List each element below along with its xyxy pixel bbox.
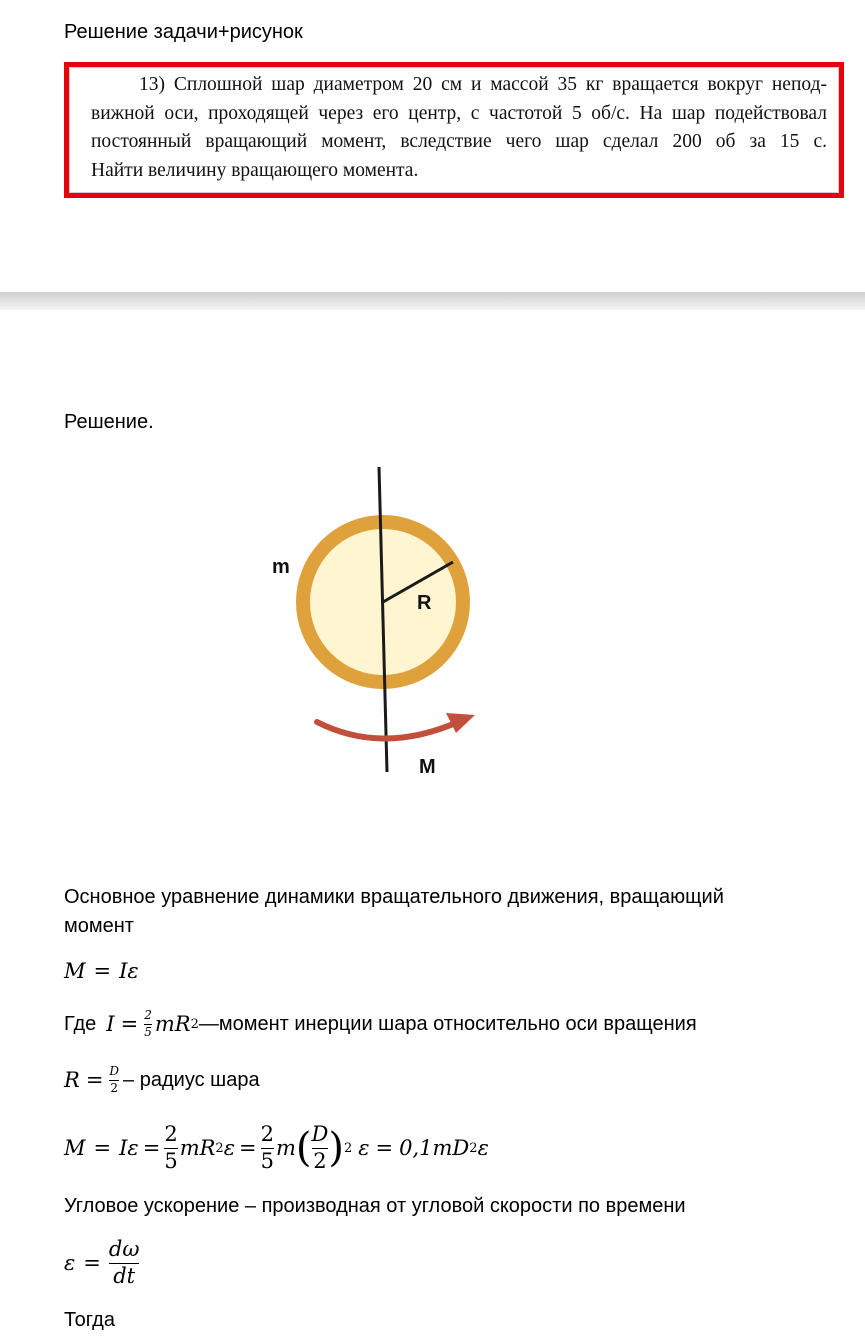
eq2-eq3: =: [238, 1136, 257, 1160]
eq2-p6: 0,1mD: [399, 1136, 470, 1160]
eq3-num: dω: [108, 1237, 140, 1262]
then-text: Тогда: [64, 1309, 115, 1331]
moment-arrow-curve: [317, 722, 458, 739]
inertia-description: —момент инерции шара относительно оси вращения: [198, 1013, 697, 1035]
dynamics-text-line2: момент: [64, 915, 134, 937]
eq2-eq1: =: [93, 1136, 112, 1160]
inertia-frac-den: 5: [144, 1024, 152, 1039]
radius-description: – радиус шара: [123, 1069, 260, 1091]
eq2-f2-den: 5: [260, 1148, 274, 1173]
radius-frac-den: 2: [110, 1080, 119, 1095]
eq2-f3-num: D: [311, 1122, 329, 1147]
eq3-fraction: [109, 1238, 140, 1287]
eq2-p7: ε: [477, 1136, 489, 1160]
eq1-rhs: Iε: [119, 959, 139, 983]
eq2-p5: ε: [358, 1136, 370, 1160]
equation-newton-rotation: [64, 956, 139, 986]
eq2-close-paren: ): [328, 1125, 344, 1171]
angular-acceleration-text: Угловое ускорение – производная от угловой скорости по времени: [64, 1195, 686, 1217]
eq2-fraction-3: [312, 1123, 329, 1172]
problem-line-4: Найти величину вращающего момента.: [91, 159, 419, 181]
eq2-p1: M: [64, 1136, 86, 1160]
eq2-f1-den: 5: [164, 1148, 178, 1173]
problem-statement-box: [64, 62, 844, 198]
eq2-fraction-1: [164, 1123, 177, 1172]
eq2-p2: Iε: [119, 1136, 139, 1160]
inertia-fraction: [144, 1009, 152, 1038]
problem-line-3: постоянный вращающий момент, вследствие чего шар сделал 200 об за 15 с.: [91, 131, 827, 152]
page-break: [0, 292, 865, 310]
eq2-p4: m: [275, 1136, 296, 1160]
moment-of-inertia-line: [64, 1006, 697, 1042]
eq2-eq2: =: [142, 1136, 161, 1160]
eq2-p3: mR: [179, 1136, 216, 1160]
radius-equals: =: [85, 1068, 104, 1092]
eq2-eq4: =: [375, 1136, 394, 1160]
eq3-equals: =: [83, 1251, 101, 1275]
radius-label: R: [417, 592, 432, 614]
eq3-lhs: ε: [64, 1251, 76, 1275]
inertia-rhs: mR: [154, 1012, 191, 1036]
eq2-open-paren: (: [295, 1125, 312, 1171]
problem-line-2: вижной оси, проходящей через его центр, с частотой 5 об/с. На шар подействовал: [91, 102, 827, 124]
eq2-p4-exp: 2: [343, 1140, 353, 1156]
mass-label: m: [272, 556, 290, 578]
eq1-equals: =: [93, 959, 112, 983]
radius-definition-line: [64, 1062, 260, 1098]
radius-lhs: R: [64, 1068, 80, 1092]
inertia-exp: 2: [190, 1016, 199, 1032]
moment-label: M: [419, 756, 436, 778]
dynamics-text-line1: Основное уравнение динамики вращательного движения, вращающий: [64, 886, 724, 908]
inertia-equals: =: [120, 1012, 139, 1036]
inertia-lhs: I: [106, 1012, 115, 1036]
radius-frac-num: D: [109, 1064, 120, 1079]
solution-heading: Решение.: [64, 411, 154, 433]
sphere-figure: [250, 460, 510, 790]
where-prefix: Где: [64, 1013, 97, 1035]
problem-line-1: 13) Сплошной шар диаметром 20 см и массой 35 кг вращается вокруг непод-: [139, 74, 827, 95]
eq2-p3-exp: 2: [215, 1140, 224, 1156]
eq1-lhs: M: [64, 959, 86, 983]
eq2-fraction-2: [261, 1123, 274, 1172]
eq2-f2-num: 2: [260, 1122, 274, 1147]
radius-fraction: [109, 1065, 119, 1094]
eq2-p6-exp: 2: [469, 1140, 478, 1156]
inertia-frac-num: 2: [144, 1008, 152, 1023]
eq2-f3-den: 2: [313, 1148, 327, 1173]
problem-statement: [91, 71, 827, 185]
equation-moment-expanded: [64, 1117, 489, 1179]
eq3-den: dt: [113, 1263, 136, 1288]
equation-angular-acceleration: [64, 1232, 139, 1294]
eq2-p3b: ε: [223, 1136, 235, 1160]
page-title: Решение задачи+рисунок: [64, 21, 303, 43]
eq2-f1-num: 2: [164, 1122, 178, 1147]
